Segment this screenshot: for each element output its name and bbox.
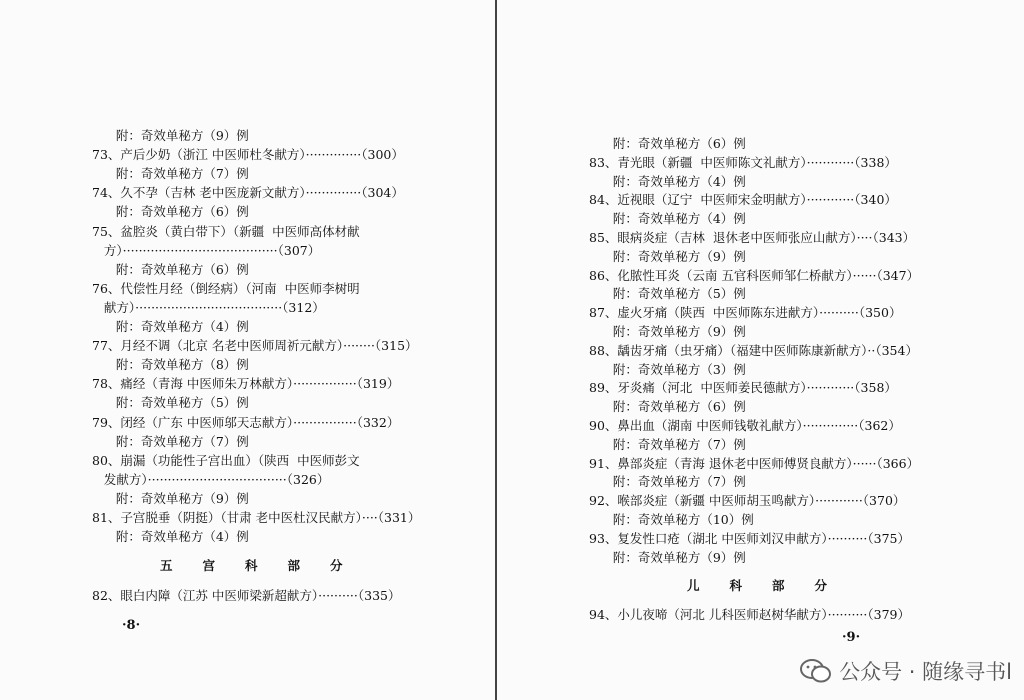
left-toc-line: 附：奇效单秘方（8）例 xyxy=(92,357,249,373)
right-toc-line: 92、喉部炎症（新疆 中医师胡玉鸣献方）············（370） xyxy=(589,493,906,509)
left-toc-line: 78、痛经（青海 中医师朱万林献方）················（319） xyxy=(92,376,400,392)
wechat-icon xyxy=(799,658,833,684)
right-toc-line: 85、眼病炎症（吉林 退休老中医师张应山献方）····（343） xyxy=(589,230,916,245)
right-toc-line: 附：奇效单秘方（6）例 xyxy=(589,399,746,415)
left-toc-line: 73、产后少奶（浙江 中医师杜冬献方）··············（300） xyxy=(92,147,404,163)
left-toc-line: 附：奇效单秘方（5）例 xyxy=(92,395,249,411)
watermark-text: 公众号 · 随缘寻书l xyxy=(839,660,1012,684)
left-page-number: ·8· xyxy=(122,618,141,633)
right-toc-line: 附：奇效单秘方（5）例 xyxy=(589,286,746,302)
right-toc-line: 86、化脓性耳炎（云南 五官科医师邹仁桥献方）······（347） xyxy=(589,267,920,283)
right-toc-line: 附：奇效单秘方（6）例 xyxy=(589,136,746,151)
right-toc-line: 附：奇效单秘方（4）例 xyxy=(589,173,746,189)
left-page xyxy=(0,0,495,700)
right-toc-line: 附：奇效单秘方（9）例 xyxy=(589,248,746,264)
left-toc-line: 80、崩漏（功能性子宫出血）（陕西 中医师彭文 xyxy=(92,452,360,468)
left-toc-line: 献方）·····································（312） xyxy=(92,299,325,315)
right-page xyxy=(497,0,1024,700)
left-toc-line: 附：奇效单秘方（4）例 xyxy=(92,529,249,545)
right-toc-line: 90、鼻出血（湖南 中医师钱敬礼献方）··············（362） xyxy=(589,418,901,433)
left-toc-line: 77、月经不调（北京 名老中医师周祈元献方）········（315） xyxy=(92,338,418,354)
right-toc-line: 附：奇效单秘方（7）例 xyxy=(589,436,746,452)
right-toc-line: 附：奇效单秘方（7）例 xyxy=(589,474,746,490)
right-toc-line: 89、牙炎痛（河北 中医师姜民德献方）············（358） xyxy=(589,380,897,396)
left-toc-line: 76、代偿性月经（倒经病）（河南 中医师李树明 xyxy=(92,280,360,296)
right-toc-line: 附：奇效单秘方（4）例 xyxy=(589,211,746,227)
left-toc-line: 附：奇效单秘方（4）例 xyxy=(92,319,249,334)
left-toc-line: 方）·······································（307） xyxy=(92,242,321,258)
left-toc-line: 附：奇效单秘方（7）例 xyxy=(92,433,249,449)
left-toc-line: 79、闭经（广东 中医师邬天志献方）················（332） xyxy=(92,414,400,430)
right-toc-line: 84、近视眼（辽宁 中医师宋金明献方）············（340） xyxy=(589,192,897,208)
left-toc-line: 发献方）···································（326） xyxy=(92,471,330,487)
right-toc-line: 附：奇效单秘方（10）例 xyxy=(589,512,754,527)
left-toc-line: 81、子宫脱垂（阴挺）（甘肃 老中医杜汉民献方）····（331） xyxy=(92,510,421,525)
left-toc-line: 附：奇效单秘方（9）例 xyxy=(92,128,249,143)
right-toc-entry-94: 94、小儿夜啼（河北 儿科医师赵树华献方）··········（379） xyxy=(589,607,910,622)
right-toc-line: 83、青光眼（新疆 中医师陈文礼献方）············（338） xyxy=(589,154,897,170)
left-toc-line: 附：奇效单秘方（7）例 xyxy=(92,166,249,182)
left-toc-line: 74、久不孕（吉林 老中医庞新文献方）··············（304） xyxy=(92,185,404,201)
right-section-title: 儿科部分 xyxy=(687,578,858,593)
watermark xyxy=(799,656,1012,686)
right-toc-line: 93、复发性口疮（湖北 中医师刘汉申献方）··········（375） xyxy=(589,530,910,546)
left-toc-line: 附：奇效单秘方（9）例 xyxy=(92,490,249,506)
right-toc-line: 附：奇效单秘方（9）例 xyxy=(589,324,746,339)
right-toc-line: 88、龋齿牙痛（虫牙痛）（福建中医师陈康新献方）··（354） xyxy=(589,342,918,358)
right-toc-line: 87、虚火牙痛（陕西 中医师陈东进献方）··········（350） xyxy=(589,305,902,321)
left-toc-entry-82: 82、眼白内障（江苏 中医师梁新超献方）··········（335） xyxy=(92,588,401,603)
left-toc-line: 75、盆腔炎（黄白带下）（新疆 中医师高体材献 xyxy=(92,223,360,239)
right-toc-line: 91、鼻部炎症（青海 退休老中医师傅贤良献方）······（366） xyxy=(589,455,920,471)
left-toc-line: 附：奇效单秘方（6）例 xyxy=(92,261,249,277)
left-section-title: 五宫科部分 xyxy=(160,558,373,573)
left-toc-line: 附：奇效单秘方（6）例 xyxy=(92,204,249,220)
right-toc-line: 附：奇效单秘方（3）例 xyxy=(589,361,746,377)
right-page-number: ·9· xyxy=(842,630,861,645)
right-toc-line: 附：奇效单秘方（9）例 xyxy=(589,549,746,565)
